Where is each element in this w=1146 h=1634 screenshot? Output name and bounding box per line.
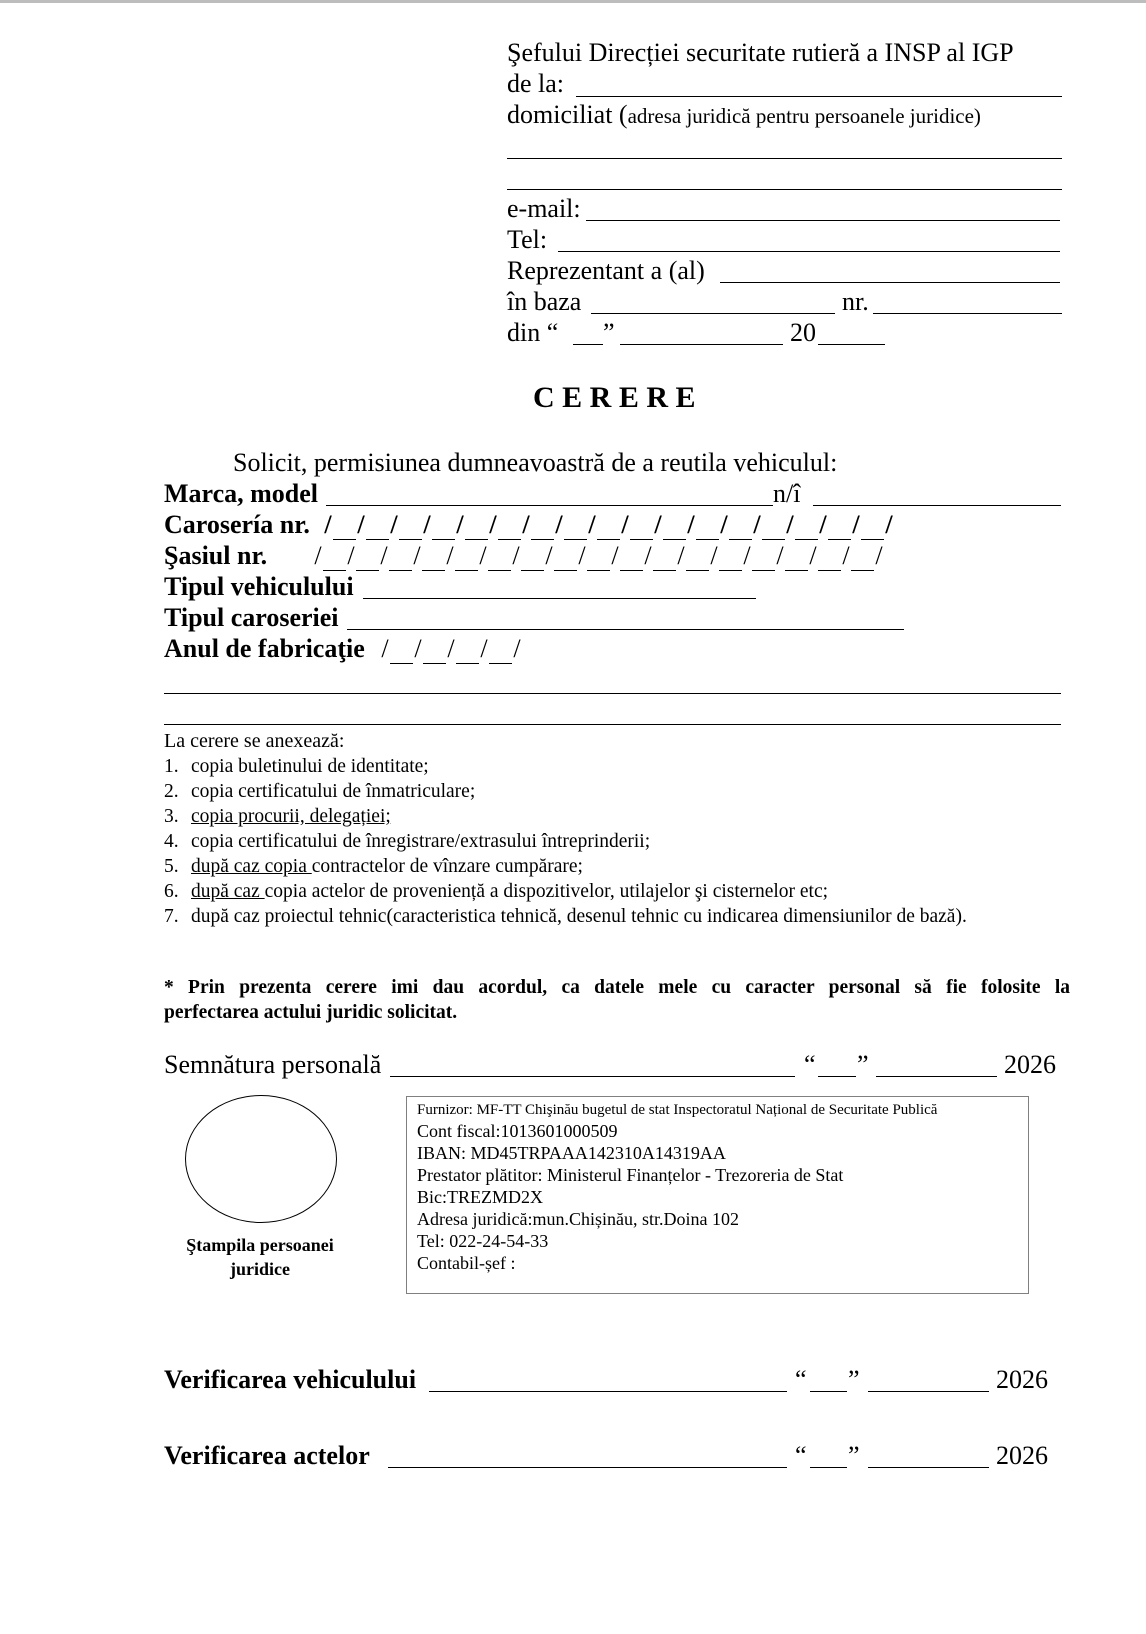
legal-address: Adresa juridică:mun.Chișinău, str.Doina 102	[417, 1209, 739, 1229]
iban: IBAN: MD45TRPAAA142310A14319AA	[417, 1143, 726, 1163]
intro-text: Solicit, permisiunea dumneavoastră de a reutila vehiculul:	[233, 448, 838, 477]
year-built-field[interactable]	[380, 634, 522, 664]
payer: Prestator plătitor: Ministerul Finanțelor - Trezoreria de Stat	[417, 1165, 844, 1185]
slot-separator: /	[588, 510, 596, 539]
make-model-label: Marca, model	[164, 479, 319, 508]
character-slot	[498, 517, 521, 540]
slot-separator: /	[753, 510, 761, 539]
slot-separator: /	[545, 541, 553, 570]
plate-field[interactable]	[813, 505, 1061, 506]
character-slot	[456, 641, 479, 664]
slot-separator: /	[314, 541, 322, 570]
character-slot	[795, 517, 818, 540]
bic: Bic:TREZMD2X	[417, 1187, 543, 1207]
supplier-info-box	[406, 1096, 1029, 1294]
acts-month-field[interactable]	[868, 1467, 989, 1468]
slot-separator: /	[852, 510, 860, 539]
list-item: 6. după caz copia actelor de proveniență a dispozitivelor, utilajelor şi cisternelor etc;	[164, 881, 829, 902]
slot-separator: /	[446, 541, 454, 570]
list-item: 2. copia certificatului de înmatriculare;	[164, 781, 476, 802]
slot-separator: /	[776, 541, 784, 570]
character-slot	[828, 517, 851, 540]
slot-separator: /	[720, 510, 728, 539]
vehicle-verification-label: Verificarea vehiculului	[164, 1365, 417, 1394]
list-item: 1. copia buletinului de identitate;	[164, 756, 429, 777]
character-slot	[389, 548, 412, 571]
character-slot	[489, 641, 512, 664]
date-day-field[interactable]	[573, 344, 603, 345]
character-slot	[686, 548, 709, 571]
slot-separator: /	[347, 541, 355, 570]
list-item: 5. după caz copia contractelor de vînzare cumpărare;	[164, 856, 583, 877]
basis-field[interactable]	[591, 313, 835, 314]
consent-line-1: * Prin prezenta cerere imi dau acordul, ca datele mele cu caracter personal să fie folosite la	[164, 977, 1070, 998]
make-model-field[interactable]	[326, 505, 773, 506]
domicile-field-line-2[interactable]	[507, 189, 1062, 190]
slot-separator: /	[357, 510, 365, 539]
basis-label: în baza	[507, 287, 582, 316]
year-prefix: 20	[790, 318, 816, 347]
character-slot	[587, 548, 610, 571]
character-slot	[432, 517, 455, 540]
slot-separator: /	[381, 634, 389, 663]
slot-separator: /	[786, 510, 794, 539]
slot-separator: /	[555, 510, 563, 539]
signature-month-field[interactable]	[876, 1076, 997, 1077]
slot-separator: /	[513, 634, 521, 663]
body-type-field[interactable]	[347, 629, 904, 630]
slot-separator: /	[512, 541, 520, 570]
signature-open-quote: “	[804, 1050, 816, 1079]
character-slot	[719, 548, 742, 571]
acts-verification-field[interactable]	[388, 1467, 787, 1468]
character-slot	[465, 517, 488, 540]
date-quote-close: ”	[603, 318, 615, 347]
consent-line-2: perfectarea actului juridic solicitat.	[164, 1002, 458, 1023]
character-slot	[531, 517, 554, 540]
character-slot	[620, 548, 643, 571]
slot-separator: /	[456, 510, 464, 539]
signature-year: 2026	[1004, 1050, 1056, 1079]
character-slot	[663, 517, 686, 540]
slot-separator: /	[654, 510, 662, 539]
character-slot	[554, 548, 577, 571]
vehicle-day-field[interactable]	[810, 1391, 847, 1392]
slot-separator: /	[842, 541, 850, 570]
document-title: C E R E R E	[533, 381, 696, 414]
character-slot	[488, 548, 511, 571]
body-type-label: Tipul caroseriei	[164, 603, 339, 632]
slot-separator: /	[644, 541, 652, 570]
character-slot	[630, 517, 653, 540]
chassis-number-label: Şasiul nr.	[164, 541, 268, 570]
slot-separator: /	[390, 510, 398, 539]
chief-accountant: Contabil-șef :	[417, 1253, 516, 1273]
vehicle-open-quote: “	[795, 1365, 807, 1394]
character-slot	[356, 548, 379, 571]
extra-field-line-2[interactable]	[164, 724, 1061, 725]
domicile-note: adresa juridică pentru persoanele juridice)	[627, 104, 981, 128]
acts-verification-year: 2026	[996, 1441, 1048, 1470]
email-label: e-mail:	[507, 194, 581, 223]
vehicle-type-field[interactable]	[363, 598, 756, 599]
vehicle-verification-year: 2026	[996, 1365, 1048, 1394]
acts-verification-label: Verificarea actelor	[164, 1441, 370, 1470]
character-slot	[696, 517, 719, 540]
signature-field[interactable]	[390, 1076, 795, 1077]
signature-day-field[interactable]	[818, 1076, 856, 1077]
list-item: 3. copia procurii, delegației;	[164, 806, 391, 827]
slot-separator: /	[479, 541, 487, 570]
slot-separator: /	[809, 541, 817, 570]
list-item: 7. după caz proiectul tehnic(caracteristica tehnică, desenul tehnic cu indicarea dimensiunilor de bază).	[164, 906, 967, 927]
stamp-label: Ştampila persoanei juridice	[186, 1235, 334, 1279]
slot-separator: /	[621, 510, 629, 539]
signature-close-quote: ”	[857, 1050, 869, 1079]
slot-separator: /	[413, 541, 421, 570]
domicile-field-line-1[interactable]	[507, 158, 1062, 159]
nr-field[interactable]	[873, 313, 1062, 314]
slot-separator: /	[423, 510, 431, 539]
supplier-tel: Tel: 022-24-54-33	[417, 1231, 549, 1251]
slot-separator: /	[611, 541, 619, 570]
chassis-number-field[interactable]	[313, 541, 884, 571]
slot-separator: /	[819, 510, 827, 539]
date-month-field[interactable]	[620, 344, 783, 345]
window-top-border	[0, 0, 1146, 3]
slot-separator: /	[743, 541, 751, 570]
character-slot	[422, 548, 445, 571]
acts-day-field[interactable]	[810, 1467, 847, 1468]
signature-label: Semnătura personală	[164, 1050, 382, 1079]
email-field[interactable]	[586, 220, 1060, 221]
representative-field[interactable]	[720, 282, 1060, 283]
representative-label: Reprezentant a (al)	[507, 256, 705, 285]
character-slot	[564, 517, 587, 540]
slot-separator: /	[489, 510, 497, 539]
slot-separator: /	[380, 541, 388, 570]
year-built-label: Anul de fabricaţie	[164, 634, 365, 663]
stamp-circle	[185, 1095, 337, 1223]
character-slot	[323, 548, 346, 571]
character-slot	[390, 641, 413, 664]
character-slot	[861, 517, 884, 540]
slot-separator: /	[414, 634, 422, 663]
acts-close-quote: ”	[848, 1441, 860, 1470]
vehicle-close-quote: ”	[848, 1365, 860, 1394]
character-slot	[818, 548, 841, 571]
acts-open-quote: “	[795, 1441, 807, 1470]
character-slot	[653, 548, 676, 571]
slot-separator: /	[687, 510, 695, 539]
slot-separator: /	[710, 541, 718, 570]
character-slot	[851, 548, 874, 571]
character-slot	[521, 548, 544, 571]
body-number-field[interactable]	[323, 510, 894, 540]
slot-separator: /	[447, 634, 455, 663]
supplier-line: Furnizor: MF-TT Chişinău bugetul de stat Inspectoratul Național de Securitate Publică	[417, 1102, 938, 1118]
slot-separator: /	[522, 510, 530, 539]
from-field[interactable]	[576, 96, 1062, 97]
character-slot	[366, 517, 389, 540]
character-slot	[455, 548, 478, 571]
nr-label: nr.	[842, 287, 869, 316]
character-slot	[729, 517, 752, 540]
plate-label: n/î	[773, 479, 801, 508]
slot-separator: /	[875, 541, 883, 570]
vehicle-month-field[interactable]	[868, 1391, 989, 1392]
date-year-field[interactable]	[818, 344, 885, 345]
character-slot	[423, 641, 446, 664]
slot-separator: /	[480, 634, 488, 663]
body-number-label: Carosería nr.	[164, 510, 310, 539]
character-slot	[785, 548, 808, 571]
recipient-line: Şefului Direcției securitate rutieră a INSP al IGP	[507, 38, 1014, 67]
from-label: de la:	[507, 69, 565, 98]
character-slot	[399, 517, 422, 540]
date-prefix: din “	[507, 318, 559, 347]
list-item: 4. copia certificatului de înregistrare/extrasului întreprinderii;	[164, 831, 651, 852]
tel-field[interactable]	[558, 251, 1060, 252]
slot-separator: /	[324, 510, 332, 539]
annex-heading: La cerere se anexează:	[164, 730, 345, 752]
vehicle-verification-field[interactable]	[429, 1391, 787, 1392]
extra-field-line-1[interactable]	[164, 693, 1061, 694]
slot-separator: /	[578, 541, 586, 570]
character-slot	[597, 517, 620, 540]
domicile-label: domiciliat (adresa juridică pentru persoanele juridice)	[507, 100, 981, 129]
character-slot	[333, 517, 356, 540]
annex-list	[164, 754, 967, 929]
character-slot	[752, 548, 775, 571]
tel-label: Tel:	[507, 225, 548, 254]
vehicle-type-label: Tipul vehiculului	[164, 572, 354, 601]
character-slot	[762, 517, 785, 540]
slot-separator: /	[677, 541, 685, 570]
fiscal-code: Cont fiscal:1013601000509	[417, 1121, 618, 1141]
slot-separator: /	[885, 510, 893, 539]
